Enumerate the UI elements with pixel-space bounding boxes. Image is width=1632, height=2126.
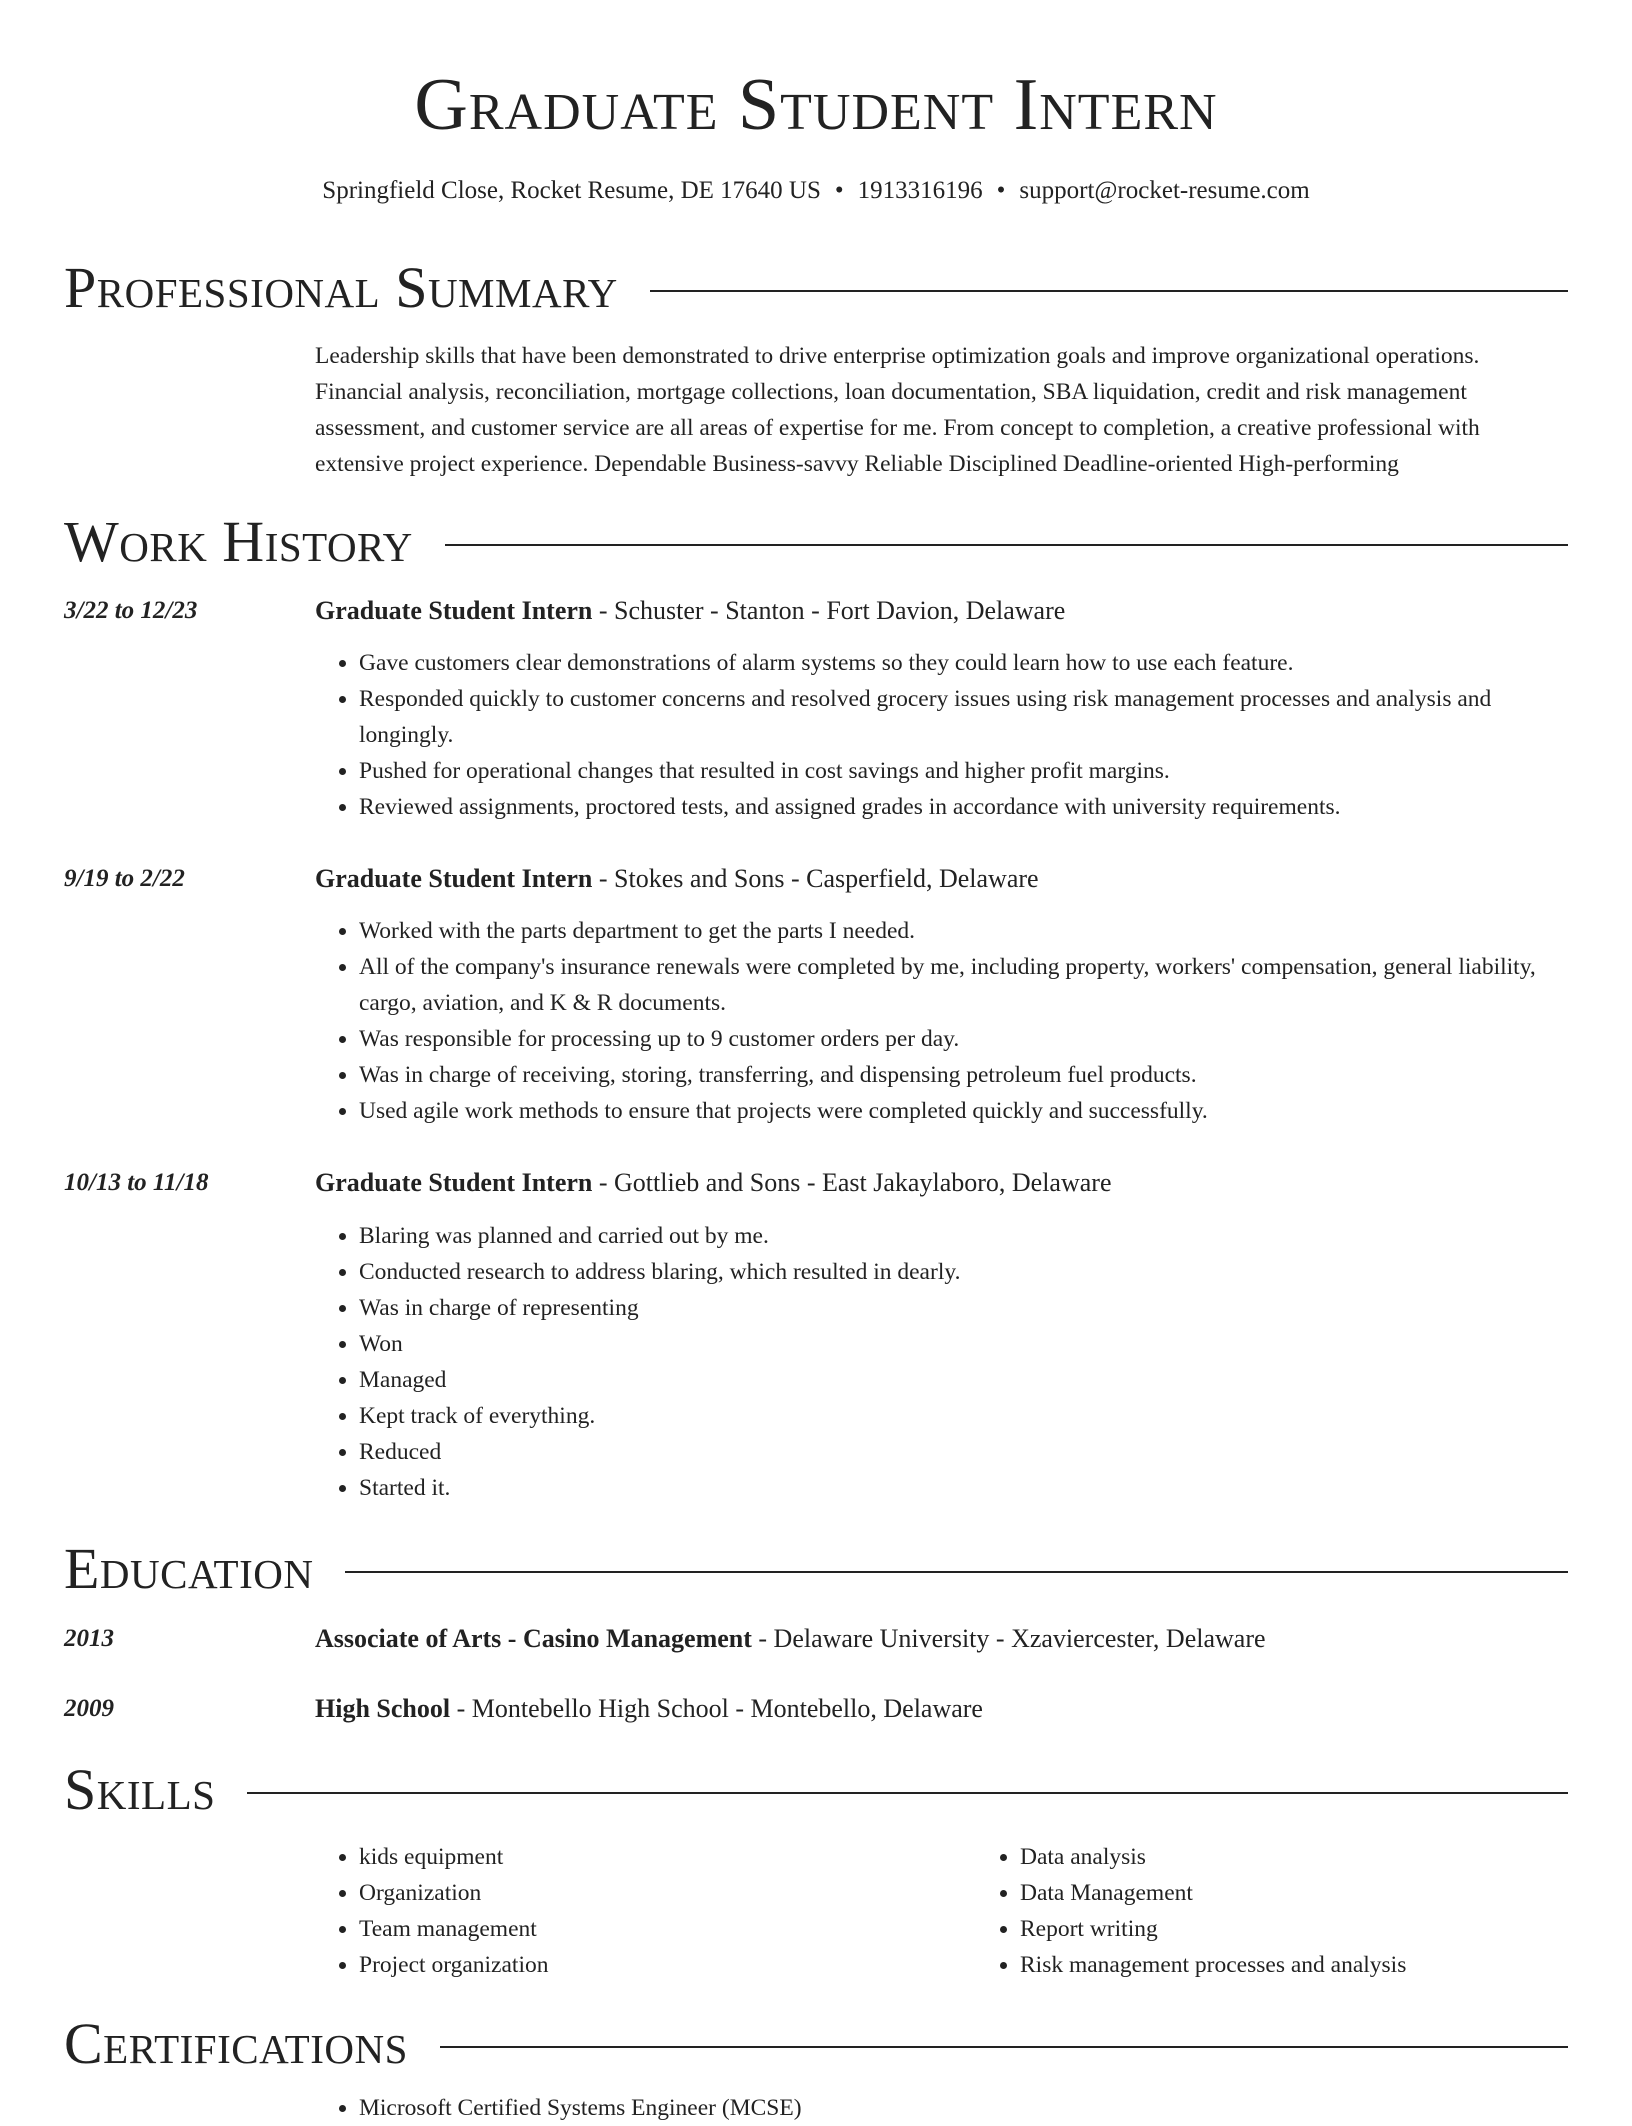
education-entry [64,1621,1568,1657]
education-degree: High School [315,1694,451,1723]
job-title: Graduate Student Intern [315,596,593,625]
list-item: • Kept track of everything. [359,1398,1568,1434]
separator-dot: • [834,177,844,204]
job-employer: - Gottlieb and Sons - East Jakaylaboro, Delaware [592,1168,1112,1197]
list-item: • Was responsible for processing up to 9 customer orders per day. [359,1021,1568,1057]
job-title: Graduate Student Intern [315,1168,593,1197]
job-entry [64,861,1568,1129]
summary-block [64,338,1568,482]
list-item: • Was in charge of receiving, storing, transferring, and dispensing petroleum fuel products. [359,1057,1568,1093]
job-entry [64,593,1568,825]
list-item: • Reviewed assignments, proctored tests, and assigned grades in accordance with university requirements. [359,789,1568,825]
job-dates: 10/13 to 11/18 [64,1169,209,1196]
job-title: Graduate Student Intern [315,864,593,893]
job-title-line [315,1165,1568,1201]
skills-list-left [315,1839,976,1983]
section-title: Education [64,1536,314,1601]
section-divider [247,1792,1568,1794]
section-divider [345,1571,1568,1573]
section-divider [650,290,1568,292]
section-title: Skills [64,1757,216,1822]
list-item: • Worked with the parts department to get the parts I needed. [359,913,1568,949]
skill-item: • Project organization [359,1947,976,1983]
list-item: • All of the company's insurance renewals were completed by me, including property, workers' compensation, general liability, cargo, aviation, and K & R documents. [359,949,1568,1021]
skill-item: • Organization [359,1875,976,1911]
list-item: • Used agile work methods to ensure that projects were completed quickly and successfully. [359,1093,1568,1129]
section-professional-summary [64,254,1568,322]
job-employer: - Schuster - Stanton - Fort Davion, Delaware [592,596,1066,625]
education-school: - Delaware University - Xzaviercester, Delaware [751,1624,1266,1653]
education-entry [64,1691,1568,1727]
job-title-line [315,861,1568,897]
job-dates: 3/22 to 12/23 [64,597,198,624]
education-degree: Associate of Arts - Casino Management [315,1624,752,1653]
education-year: 2009 [64,1695,114,1722]
section-certifications [64,2010,1568,2078]
skills-list-right [976,1839,1632,1983]
candidate-name: Graduate Student Intern [414,64,1218,146]
list-item: • Responded quickly to customer concerns and resolved grocery issues using risk management processes and analysis and longingly. [359,681,1568,753]
list-item: • Gave customers clear demonstrations of alarm systems so they could learn how to use each feature. [359,645,1568,681]
job-bullets [315,913,1568,1129]
list-item: • Reduced [359,1434,1568,1470]
skills-block [64,1839,1568,1983]
section-work-history [64,508,1568,576]
education-year: 2013 [64,1625,114,1652]
list-item: • Was in charge of representing [359,1290,1568,1326]
certifications-list [315,2090,1568,2126]
summary-text: Leadership skills that have been demonstrated to drive enterprise optimization goals and improve organizational operations. Financial analysis, reconciliation, mortgage collections, loan documentation, SBA liquidation, credit and risk management assessment, and customer service are all areas of expertise for me. From concept to completion, a creative professional with extensive project experience. Dependable Business-savvy Reliable Disciplined Deadline-oriented High-performing [315,343,1480,477]
job-employer: - Stokes and Sons - Casperfield, Delaware [592,864,1039,893]
skill-item: • kids equipment [359,1839,976,1875]
list-item: • Managed [359,1362,1568,1398]
list-item: • Pushed for operational changes that resulted in cost savings and higher profit margins. [359,753,1568,789]
list-item: • Conducted research to address blaring, which resulted in dearly. [359,1254,1568,1290]
skill-item: • Risk management processes and analysis [1020,1947,1632,1983]
phone: 1913316196 [857,177,983,204]
section-title: Work History [64,509,413,574]
list-item: • Started it. [359,1470,1568,1506]
section-skills [64,1756,1568,1824]
education-school: - Montebello High School - Montebello, Delaware [450,1694,983,1723]
job-entry [64,1165,1568,1506]
address: Springfield Close, Rocket Resume, DE 17640 US [322,177,821,204]
list-item: • Won [359,1326,1568,1362]
section-title: Professional Summary [64,255,618,320]
certification-item: • Microsoft Certified Systems Engineer (MCSE) [359,2090,1568,2126]
section-education [64,1535,1568,1603]
certifications-block [64,2090,1568,2126]
job-bullets [315,645,1568,825]
contact-line [0,174,1632,208]
section-divider [445,544,1568,546]
skill-item: • Data Management [1020,1875,1632,1911]
email[interactable]: support@rocket-resume.com [1019,177,1310,204]
skill-item: • Team management [359,1911,976,1947]
section-title: Certifications [64,2011,408,2076]
job-title-line [315,593,1568,629]
job-dates: 9/19 to 2/22 [64,865,185,892]
list-item: • Blaring was planned and carried out by me. [359,1218,1568,1254]
skill-item: • Data analysis [1020,1839,1632,1875]
job-bullets [315,1218,1568,1506]
skill-item: • Report writing [1020,1911,1632,1947]
separator-dot: • [996,177,1006,204]
section-divider [440,2046,1568,2048]
